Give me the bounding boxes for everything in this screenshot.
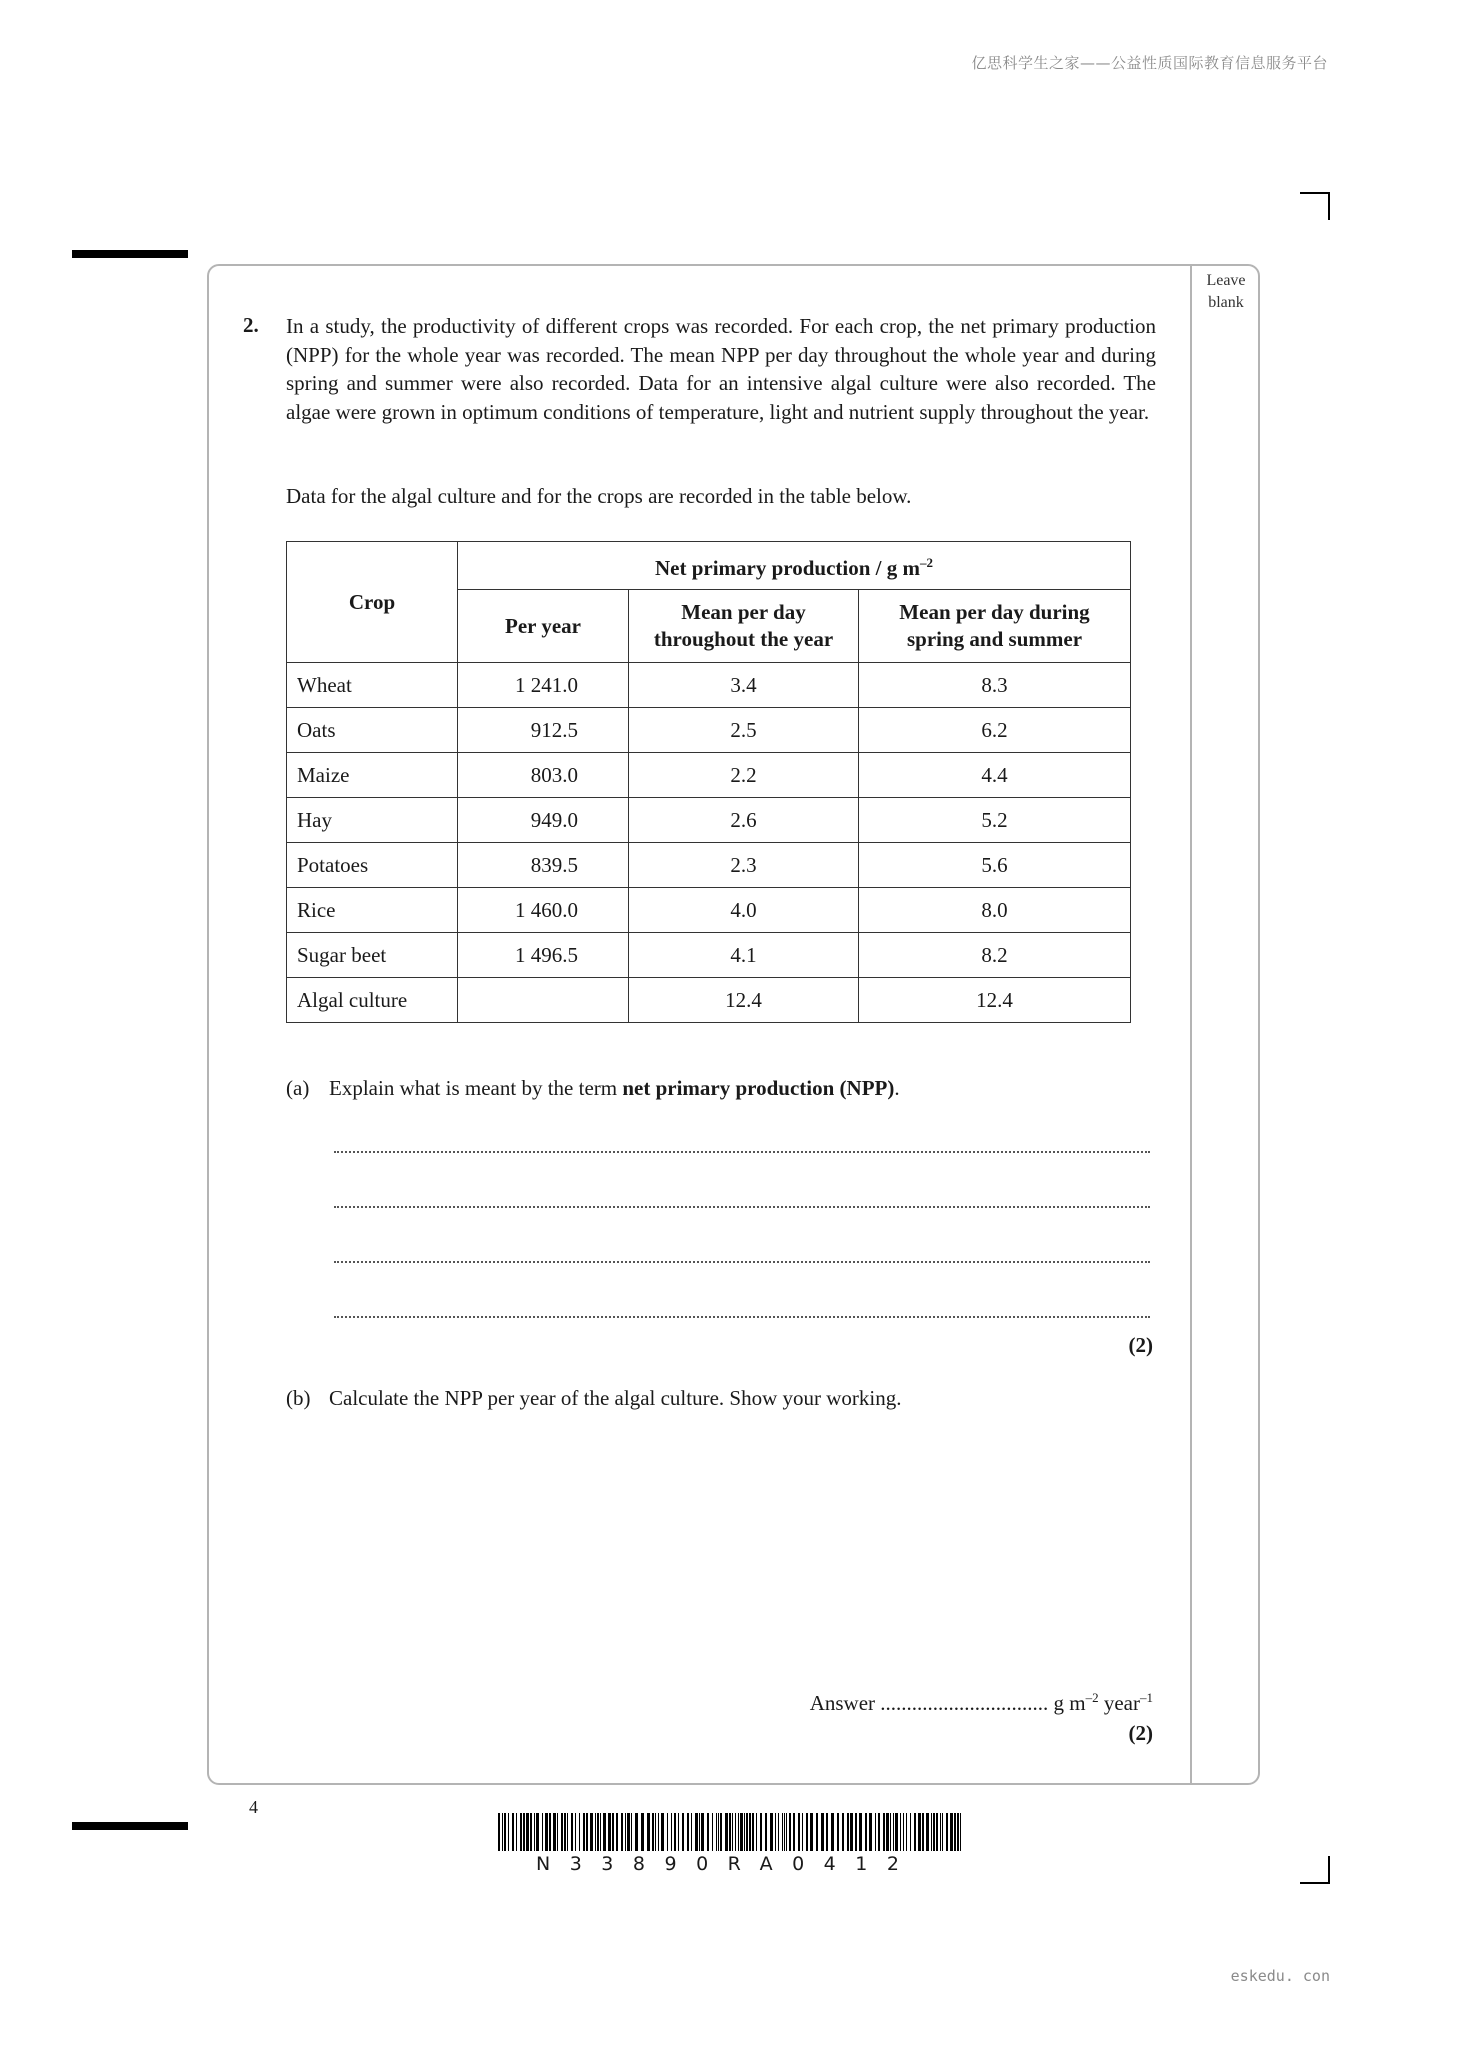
- cell-crop: Potatoes: [287, 843, 458, 888]
- barcode-bar: [545, 1813, 548, 1851]
- barcode-text: N33890RA0412: [536, 1853, 919, 1875]
- barcode-bar: [682, 1813, 684, 1851]
- cell-mean-spring: 6.2: [859, 708, 1131, 753]
- cell-per-year: 1 241.0: [458, 663, 629, 708]
- cell-per-year: 912.5: [458, 708, 629, 753]
- crop-mark-top: [1300, 192, 1328, 194]
- crop-mark-bottom-vertical: [1328, 1856, 1330, 1884]
- barcode-bar: [631, 1813, 632, 1851]
- page-number: 4: [249, 1797, 258, 1817]
- barcode-bar: [950, 1813, 953, 1851]
- part-a-question: [329, 1076, 900, 1101]
- barcode-bar: [655, 1813, 656, 1851]
- barcode-bar: [516, 1813, 517, 1851]
- barcode-bar: [635, 1813, 638, 1851]
- barcode-bar: [826, 1813, 828, 1851]
- part-b-label: (b): [286, 1386, 311, 1410]
- barcode-bar: [523, 1813, 525, 1851]
- barcode-bar: [597, 1813, 599, 1851]
- barcode-bar: [542, 1813, 543, 1851]
- barcode-bar: [667, 1813, 668, 1851]
- barcode-bar: [890, 1813, 891, 1851]
- barcode-bar: [498, 1813, 500, 1851]
- cell-mean-spring: 8.3: [859, 663, 1131, 708]
- header-crop: Crop: [287, 542, 458, 663]
- barcode-bar: [530, 1813, 532, 1851]
- table-row: [287, 843, 1131, 888]
- barcode-bar: [810, 1813, 813, 1851]
- barcode-bar: [595, 1813, 596, 1851]
- barcode-bar: [641, 1813, 644, 1851]
- cell-per-year: [458, 978, 629, 1023]
- margin-bar-bottom: [72, 1822, 188, 1830]
- cell-mean-spring: 12.4: [859, 978, 1131, 1023]
- barcode-bar: [729, 1813, 731, 1851]
- leave-blank-label: Leave blank: [1206, 272, 1246, 311]
- barcode-bar: [875, 1813, 876, 1851]
- answer-line-3[interactable]: [334, 1258, 1150, 1263]
- barcode-bar: [878, 1813, 880, 1851]
- barcode-bar: [504, 1813, 506, 1851]
- cell-mean-spring: 8.2: [859, 933, 1131, 978]
- barcode-bar: [957, 1813, 959, 1851]
- barcode-bar: [557, 1813, 558, 1851]
- header-mean-per-day-year: [629, 590, 859, 663]
- answer-field[interactable]: [810, 1690, 1153, 1716]
- leave-blank-divider: [1190, 264, 1192, 1785]
- question-number: 2.: [243, 313, 259, 337]
- answer-line-4[interactable]: [334, 1313, 1150, 1318]
- barcode-bar: [716, 1813, 717, 1851]
- barcode-bar: [903, 1813, 904, 1851]
- barcode-bar: [520, 1813, 522, 1851]
- barcode-bar: [806, 1813, 808, 1851]
- header-mean-year-line1: Mean per day: [681, 600, 806, 624]
- part-a-text-before: Explain what is meant by the term: [329, 1076, 623, 1100]
- barcode-bar: [798, 1813, 800, 1851]
- barcode-bar: [886, 1813, 889, 1851]
- barcode-bar: [678, 1813, 679, 1851]
- cell-crop: Hay: [287, 798, 458, 843]
- barcode-bar: [760, 1813, 762, 1851]
- header-watermark: 亿思科学生之家——公益性质国际教育信息服务平台: [971, 54, 1328, 72]
- barcode-bar: [553, 1813, 556, 1851]
- part-b-question: Calculate the NPP per year of the algal culture. Show your working.: [329, 1386, 902, 1410]
- barcode-bar: [625, 1813, 626, 1851]
- barcode-bar: [718, 1813, 719, 1851]
- footer-watermark: eskedu. con: [1230, 1967, 1330, 1985]
- table-row: [287, 798, 1131, 843]
- cell-mean-spring: 4.4: [859, 753, 1131, 798]
- barcode-bar: [621, 1813, 623, 1851]
- barcode-bar: [583, 1813, 585, 1851]
- barcode-bar: [534, 1813, 535, 1851]
- barcode-bar: [575, 1813, 576, 1851]
- barcode-bar: [720, 1813, 722, 1851]
- barcode-bar: [586, 1813, 588, 1851]
- header-mean-spring-line1: Mean per day during: [899, 600, 1090, 624]
- barcode-bar: [567, 1813, 568, 1851]
- barcode-bar: [931, 1813, 932, 1851]
- barcode-bar: [627, 1813, 630, 1851]
- barcode-bar: [612, 1813, 614, 1851]
- cell-crop: Oats: [287, 708, 458, 753]
- barcode-bar: [893, 1813, 894, 1851]
- part-a-label: (a): [286, 1076, 310, 1100]
- cell-crop: Wheat: [287, 663, 458, 708]
- barcode-bar: [778, 1813, 779, 1851]
- cell-crop: Algal culture: [287, 978, 458, 1023]
- barcode-bar: [674, 1813, 676, 1851]
- header-group-text: Net primary production / g m: [654, 556, 920, 580]
- npp-table: [286, 541, 1131, 1023]
- barcode-bar: [895, 1813, 898, 1851]
- barcode-bar: [765, 1813, 767, 1851]
- barcode-bar: [933, 1813, 935, 1851]
- barcode-bar: [793, 1813, 795, 1851]
- barcode-bar: [608, 1813, 611, 1851]
- barcode-bar: [502, 1813, 503, 1851]
- crop-mark-bottom: [1300, 1882, 1328, 1884]
- barcode-bar: [691, 1813, 692, 1851]
- barcode-bar: [564, 1813, 566, 1851]
- intro-text: In a study, the productivity of different crops was recorded. For each crop, the net primary production (NPP) for the whole year was recorded. The mean NPP per day throughout the whole year and during spring and summer were also recorded. Data for an intensive algal culture were also recorded. The algae were grown in optimum conditions of temperature, light and nutrient supply throughout the year.: [286, 314, 1156, 424]
- barcode-bar: [526, 1813, 529, 1851]
- cell-per-year: 1 460.0: [458, 888, 629, 933]
- cell-per-year: 949.0: [458, 798, 629, 843]
- cell-mean-year: 2.2: [629, 753, 859, 798]
- barcode-bar: [712, 1813, 713, 1851]
- header-net-primary-production: [458, 542, 1131, 590]
- barcode-bar: [590, 1813, 593, 1851]
- barcode-bar: [695, 1813, 698, 1851]
- cell-mean-year: 4.1: [629, 933, 859, 978]
- barcode-image: [498, 1813, 968, 1851]
- crop-mark-top-vertical: [1328, 192, 1330, 220]
- barcode-bar: [707, 1813, 709, 1851]
- table-row: [287, 888, 1131, 933]
- cell-crop: Maize: [287, 753, 458, 798]
- barcode-bar: [756, 1813, 757, 1851]
- barcode-bar: [837, 1813, 839, 1851]
- header-mean-year-line2: throughout the year: [653, 627, 834, 651]
- barcode-bar: [746, 1813, 748, 1851]
- barcode-bar: [831, 1813, 834, 1851]
- part-a-marks: (2): [1128, 1333, 1153, 1357]
- barcode-bar: [914, 1813, 916, 1851]
- barcode-bar: [940, 1813, 941, 1851]
- barcode-bar: [687, 1813, 689, 1851]
- cell-mean-year: 2.5: [629, 708, 859, 753]
- header-mean-per-day-spring: [859, 590, 1131, 663]
- barcode-bar: [942, 1813, 943, 1851]
- barcode-bar: [701, 1813, 704, 1851]
- answer-unit-sup2: –1: [1140, 1690, 1153, 1705]
- barcode-bar: [603, 1813, 606, 1851]
- cell-mean-spring: 5.2: [859, 798, 1131, 843]
- barcode-bar: [855, 1813, 857, 1851]
- table-row: [287, 978, 1131, 1023]
- barcode-bar: [926, 1813, 929, 1851]
- barcode-bar: [910, 1813, 911, 1851]
- table-row: [287, 663, 1131, 708]
- barcode-bar: [789, 1813, 791, 1851]
- barcode-bar: [782, 1813, 783, 1851]
- part-a-text-after: .: [894, 1076, 900, 1100]
- barcode-bar: [752, 1813, 754, 1851]
- cell-mean-year: 12.4: [629, 978, 859, 1023]
- header-mean-spring-line2: spring and summer: [906, 627, 1083, 651]
- barcode-bar: [600, 1813, 601, 1851]
- barcode-bar: [784, 1813, 785, 1851]
- barcode-bar: [816, 1813, 818, 1851]
- header-group-sup: –2: [920, 555, 933, 570]
- barcode-bar: [735, 1813, 736, 1851]
- barcode-bar: [536, 1813, 539, 1851]
- answer-line-2[interactable]: [334, 1203, 1150, 1208]
- barcode-bar: [658, 1813, 659, 1851]
- barcode-bar: [802, 1813, 803, 1851]
- table-intro: [286, 482, 1156, 511]
- barcode-bar: [749, 1813, 751, 1851]
- barcode-bar: [918, 1813, 921, 1851]
- table-row: [287, 753, 1131, 798]
- header-per-year: Per year: [458, 590, 629, 663]
- cell-per-year: 1 496.5: [458, 933, 629, 978]
- barcode-bar: [549, 1813, 551, 1851]
- barcode-bar: [661, 1813, 664, 1851]
- barcode-bar: [906, 1813, 907, 1851]
- barcode-bar: [821, 1813, 824, 1851]
- barcode-bar: [738, 1813, 739, 1851]
- barcode-bar: [770, 1813, 773, 1851]
- table-row: [287, 708, 1131, 753]
- barcode-bar: [571, 1813, 573, 1851]
- cell-per-year: 839.5: [458, 843, 629, 888]
- cell-crop: Rice: [287, 888, 458, 933]
- cell-mean-spring: 5.6: [859, 843, 1131, 888]
- cell-per-year: 803.0: [458, 753, 629, 798]
- barcode-bar: [652, 1813, 654, 1851]
- barcode-bar: [859, 1813, 862, 1851]
- barcode-bar: [842, 1813, 844, 1851]
- margin-bar-top: [72, 250, 188, 258]
- barcode-bar: [883, 1813, 885, 1851]
- barcode-bar: [960, 1813, 961, 1851]
- part-a-term: net primary production (NPP): [622, 1076, 895, 1100]
- barcode-bar: [775, 1813, 776, 1851]
- barcode-bar: [508, 1813, 509, 1851]
- barcode-bar: [740, 1813, 743, 1851]
- cell-mean-year: 4.0: [629, 888, 859, 933]
- barcode-bar: [946, 1813, 948, 1851]
- barcode-bar: [725, 1813, 728, 1851]
- barcode-bar: [732, 1813, 733, 1851]
- barcode-bar: [936, 1813, 938, 1851]
- barcode-bar: [647, 1813, 650, 1851]
- table-intro-text: Data for the algal culture and for the crops are recorded in the table below.: [286, 484, 912, 508]
- table-row: [287, 933, 1131, 978]
- question-intro: [286, 312, 1156, 426]
- answer-unit-sup1: –2: [1085, 1690, 1099, 1705]
- barcode-bar: [512, 1813, 514, 1851]
- barcode-bar: [850, 1813, 853, 1851]
- barcode-bar: [922, 1813, 924, 1851]
- part-b-marks: (2): [1128, 1721, 1153, 1745]
- barcode-bar: [561, 1813, 563, 1851]
- barcode-bar: [744, 1813, 745, 1851]
- cell-crop: Sugar beet: [287, 933, 458, 978]
- answer-unit: g m: [1048, 1691, 1086, 1715]
- barcode-bar: [900, 1813, 901, 1851]
- barcode-bar: [671, 1813, 672, 1851]
- answer-unit-mid: year: [1098, 1691, 1140, 1715]
- barcode-bar: [786, 1813, 787, 1851]
- barcode-bar: [579, 1813, 580, 1851]
- barcode-bar: [616, 1813, 618, 1851]
- barcode-bar: [847, 1813, 849, 1851]
- barcode-bar: [699, 1813, 700, 1851]
- cell-mean-year: 2.6: [629, 798, 859, 843]
- barcode-bar: [865, 1813, 867, 1851]
- cell-mean-spring: 8.0: [859, 888, 1131, 933]
- cell-mean-year: 2.3: [629, 843, 859, 888]
- barcode-bar: [954, 1813, 956, 1851]
- answer-line-1[interactable]: [334, 1148, 1150, 1153]
- answer-label: Answer ................................: [809, 1691, 1049, 1715]
- cell-mean-year: 3.4: [629, 663, 859, 708]
- barcode-bar: [869, 1813, 872, 1851]
